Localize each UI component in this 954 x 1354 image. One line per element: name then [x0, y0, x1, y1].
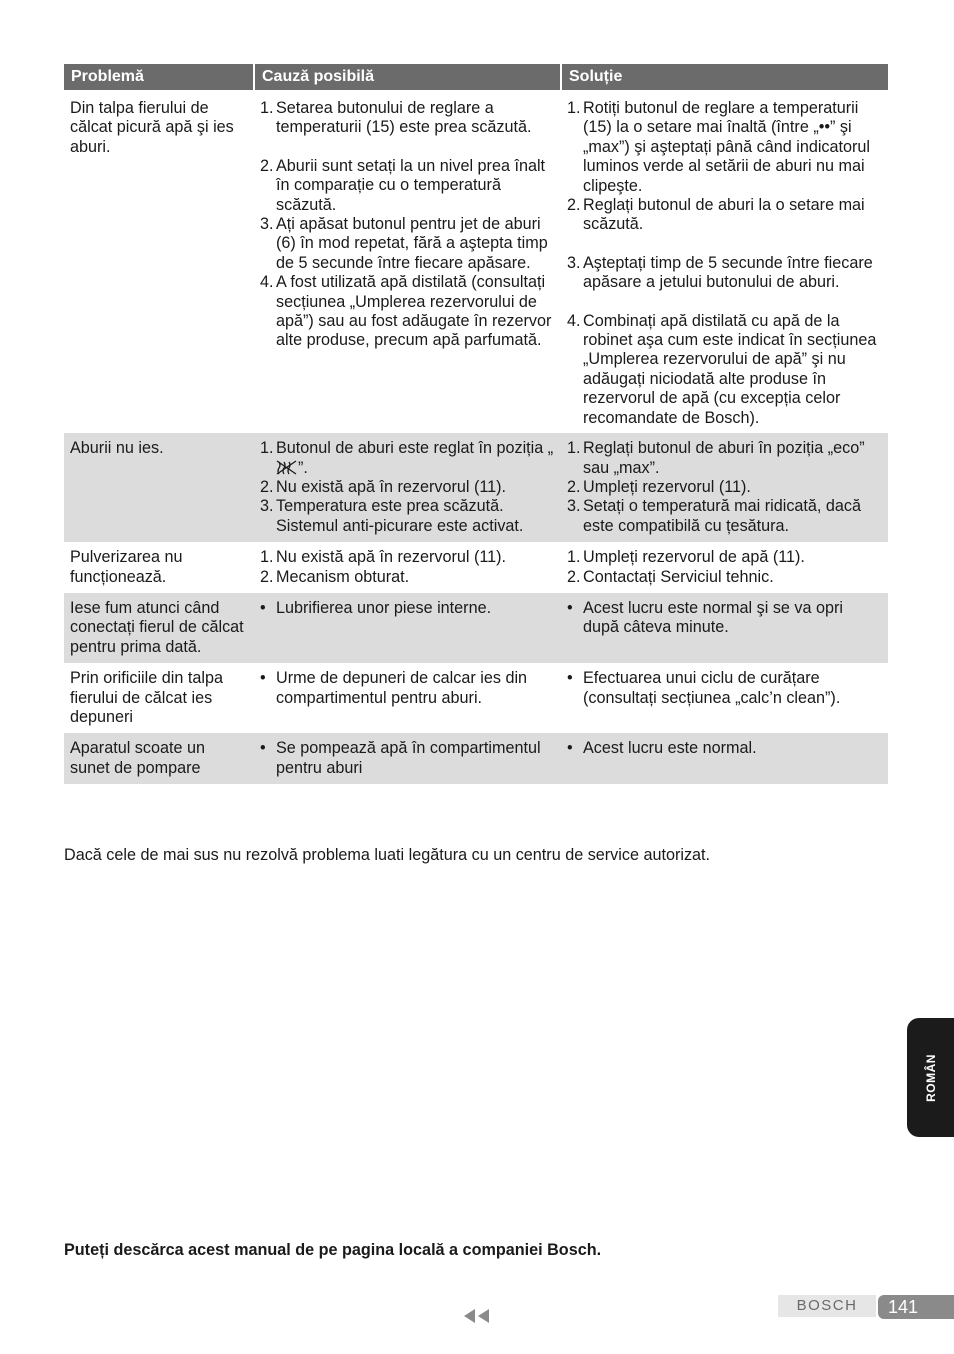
- page-number: 141: [878, 1295, 954, 1319]
- list-item: • Urme de depuneri de calcar ies din compartimentul pentru aburi.: [260, 669, 528, 707]
- list-item: 4. A fost utilizată apă distilată (consultați secțiunea „Umplerea rezervorului de apă”) sau au fost adăugate în rezervor alte produse, precum apă parfumată.: [260, 273, 552, 350]
- list-item: • Acest lucru este normal şi se va opri după câteva minute.: [567, 598, 844, 637]
- problem-cell: Aparatul scoate un sunet de pompare: [64, 733, 254, 784]
- list-item: • Se pompează apă în compartimentul pentru aburi: [260, 739, 541, 777]
- list-item: 2. Mecanism obturat.: [260, 567, 410, 586]
- list-item: 3. Setați o temperatură mai ridicată, dacă este compatibilă cu țesătura.: [567, 497, 862, 535]
- solution-cell: [561, 90, 888, 433]
- list-item: 3. Ați apăsat butonul pentru jet de aburi (6) în mod repetat, fără a aştepta timp de 5 secunde între fiecare apăsare.: [260, 215, 548, 272]
- problem-cell: Iese fum atunci când conectați fierul de călcat pentru prima dată.: [64, 593, 254, 663]
- table-row: [64, 542, 888, 593]
- list-item: 2. Aburii sunt setați la un nivel prea înalt în comparație cu o temperatură scăzută.: [260, 156, 546, 214]
- problem-cell: Pulverizarea nu funcționează.: [70, 548, 183, 586]
- cause-cell: [254, 542, 561, 593]
- cause-cell: [254, 90, 561, 433]
- list-item: 3. Aşteptați timp de 5 secunde între fiecare apăsare a jetului butonului de aburi.: [567, 253, 873, 292]
- list-item: 4. Combinați apă distilată cu apă de la robinet aşa cum este indicat în secțiunea „Umplerea rezervorului de apă” şi nu adăugați niciodată alte produse în rezervorul de apă (cu excepția celor recomandate de Bosch).: [567, 311, 877, 427]
- header-solution: Soluție: [561, 64, 888, 90]
- problem-cell: Prin orificiile din talpa fierului de călcat ies depuneri: [70, 669, 223, 726]
- list-item: • Lubrifierea unor piese interne.: [260, 598, 492, 617]
- list-item: 1. Rotiți butonul de reglare a temperaturii (15) la o setare mai înaltă (între „••” şi „max”) şi aşteptați până când indicatorul luminos verde al setării de aburi nu mai clipeşte.: [567, 99, 871, 195]
- brand-label: BOSCH: [778, 1295, 876, 1317]
- list-item: 1. Nu există apă în rezervorul (11).: [260, 548, 507, 567]
- cause-cell: [254, 593, 561, 663]
- language-tab: [907, 1018, 954, 1137]
- list-item: 1. Butonul de aburi este reglat în poziția „”.: [260, 439, 554, 477]
- problem-cell: Din talpa fierului de călcat picură apă şi ies aburi.: [70, 99, 234, 156]
- solution-cell: [561, 433, 888, 542]
- table-row: [64, 433, 888, 542]
- table-row: [64, 593, 888, 663]
- list-item: 3. Temperatura este prea scăzută. Sistemul anti-picurare este activat.: [260, 497, 524, 535]
- troubleshooting-table: [64, 64, 888, 784]
- solution-cell: [561, 542, 888, 593]
- language-tab-label: ROMÂN: [923, 1053, 938, 1102]
- table-row: [64, 663, 888, 733]
- solution-cell: [561, 733, 888, 784]
- list-item: 2. Contactați Serviciul tehnic.: [567, 567, 774, 586]
- back-arrows-icon[interactable]: [463, 1308, 491, 1324]
- no-steam-icon: [276, 459, 298, 476]
- list-item: 1. Setarea butonului de reglare a temperaturii (15) este prea scăzută.: [260, 99, 532, 137]
- header-cause: Cauză posibilă: [254, 64, 561, 90]
- solution-cell: [561, 663, 888, 733]
- list-item: 2. Umpleți rezervorul (11).: [567, 477, 751, 496]
- list-item: • Acest lucru este normal.: [567, 739, 757, 758]
- list-item: • Efectuarea unui ciclu de curățare (consultați secțiunea „calc’n clean”).: [567, 669, 841, 707]
- header-problem: Problemă: [64, 64, 254, 90]
- list-item: 2. Reglați butonul de aburi la o setare mai scăzută.: [567, 196, 865, 234]
- cause-cell: [254, 663, 561, 733]
- list-item: 1. Reglați butonul de aburi în poziția „eco” sau „max”.: [567, 439, 865, 477]
- table-row: [64, 733, 888, 784]
- footnote: Dacă cele de mai sus nu rezolvă problema luati legătura cu un centru de service autorizat.: [64, 846, 711, 864]
- problem-cell: Aburii nu ies.: [64, 433, 254, 542]
- table-row: [64, 90, 888, 433]
- list-item: 2. Nu există apă în rezervorul (11).: [260, 477, 507, 496]
- list-item: 1. Umpleți rezervorul de apă (11).: [567, 548, 805, 567]
- download-note: Puteți descărca acest manual de pe pagina locală a companiei Bosch.: [64, 1241, 602, 1259]
- solution-cell: [561, 593, 888, 663]
- cause-cell: [254, 433, 561, 542]
- cause-cell: [254, 733, 561, 784]
- table-header-row: [64, 64, 888, 90]
